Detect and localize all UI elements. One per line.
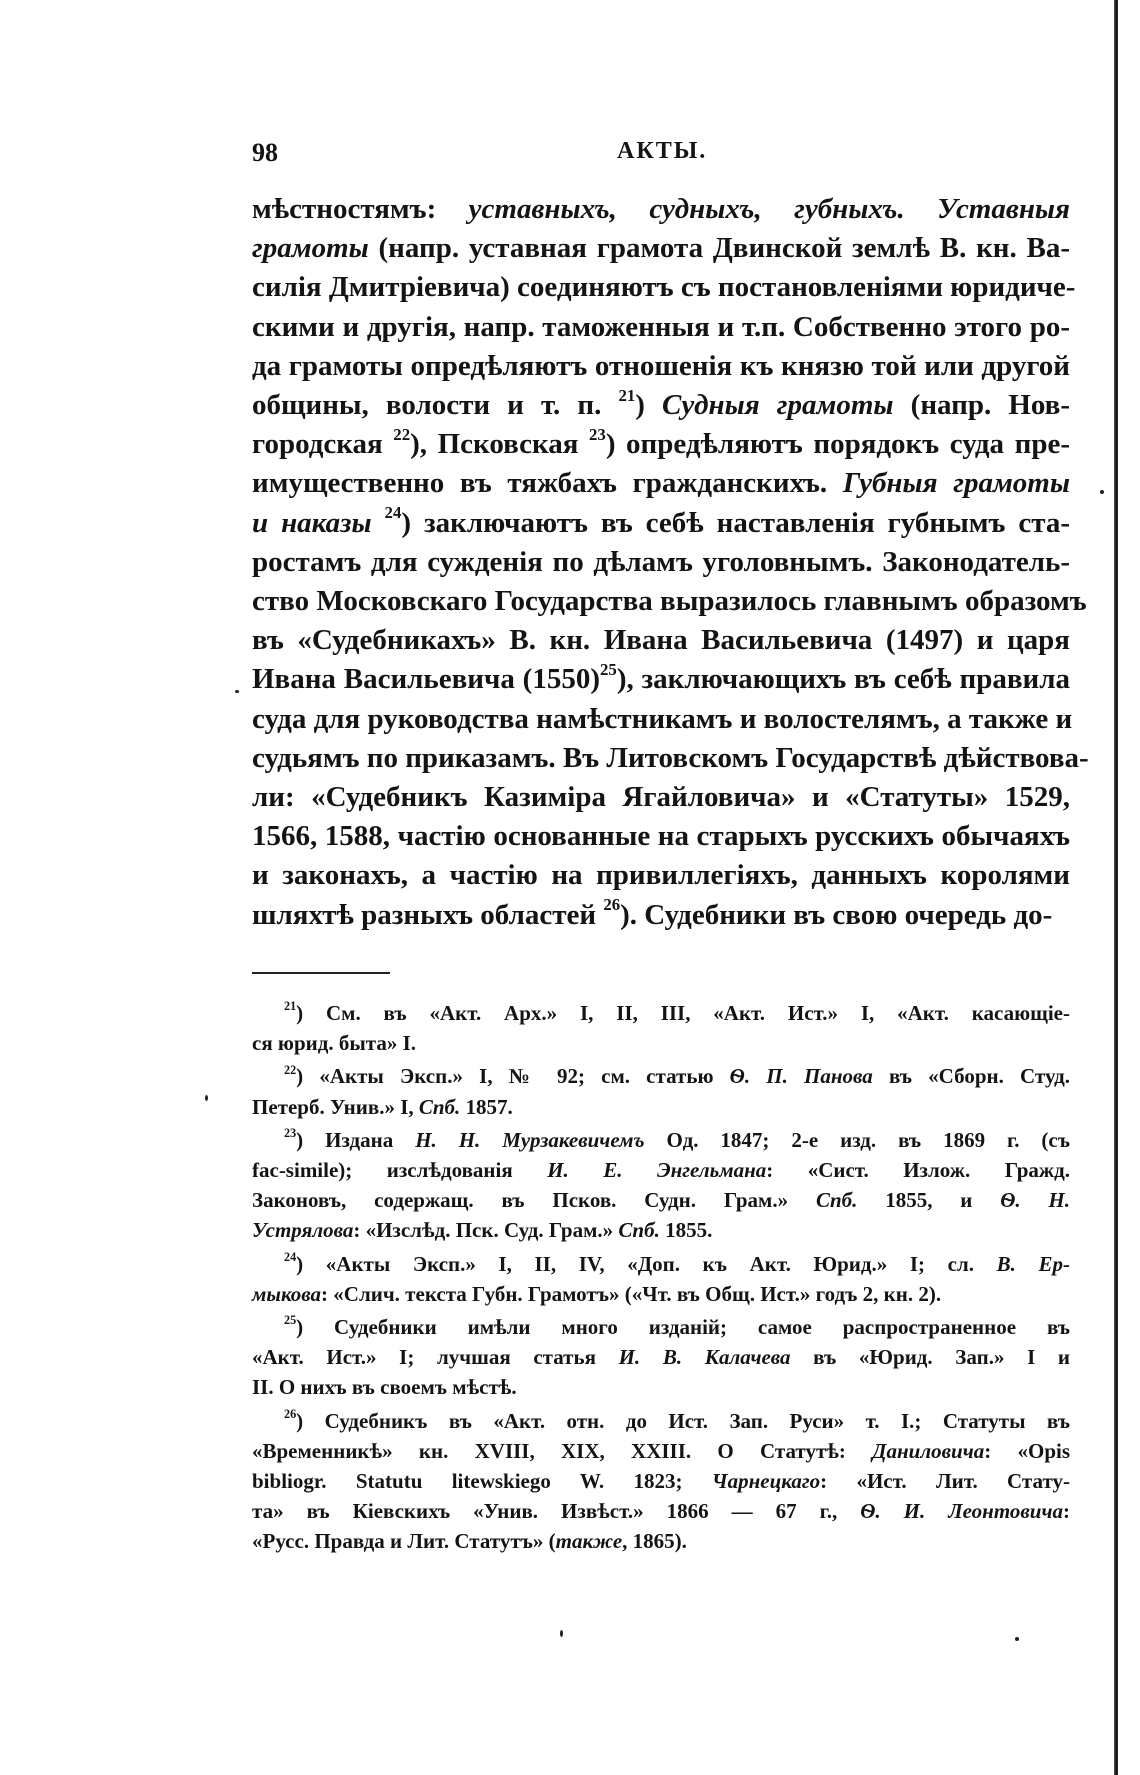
text-run: :: [1062, 1499, 1070, 1524]
text-line: [252, 660, 1070, 699]
footnote-marker: 26: [603, 895, 621, 915]
text-run: II. О нихъ въ своемъ мѣстѣ.: [252, 1375, 517, 1400]
footnote-25: [252, 1312, 1070, 1403]
text-run: Петерб. Унив.» I,: [252, 1094, 419, 1119]
text-line: [252, 621, 1070, 660]
text-run: ), заключающихъ въ себѣ правила: [616, 663, 1070, 696]
footnote-marker: 25: [600, 660, 617, 680]
text-run: : «Слич. текста Губн. Грамотъ» («Чт. въ Общ. Ист.» годъ 2, кн. 2).: [321, 1281, 942, 1306]
text-run: «Русс. Правда и Лит. Статутъ» (: [252, 1529, 556, 1554]
text-run: fac-simile); изслѣдованія: [252, 1158, 548, 1183]
text-run: шляхтѣ разныхъ областей: [252, 898, 604, 931]
italic-text: В. Ер-: [996, 1251, 1070, 1276]
text-run: Ивана Васильевича (1550): [252, 663, 600, 696]
footnote-line: [252, 998, 1070, 1028]
text-line: [252, 739, 1089, 778]
footnote-marker: 26: [284, 1406, 297, 1421]
text-line: [252, 464, 1070, 503]
text-run: въ «Сборн. Студ.: [888, 1064, 1071, 1089]
italic-text: Н. Н. Мурзакевичемъ: [415, 1127, 667, 1152]
text-run: ). Судебники въ свою очередь до-: [620, 898, 1053, 931]
footnote-23: [252, 1125, 1070, 1246]
italic-text: и наказы: [252, 506, 385, 539]
text-run: въ «Юрид. Зап.» I и: [813, 1345, 1071, 1370]
footnote-line: [252, 1185, 1070, 1215]
text-run: 1855, и: [885, 1188, 1001, 1213]
footnote-line: [252, 1092, 1070, 1122]
text-line: [252, 425, 1070, 464]
italic-text: Губныя грамоты: [842, 467, 1070, 500]
italic-text: также: [555, 1529, 623, 1554]
text-run: ) Судебники имѣли много изданій; самое распространенное въ: [296, 1315, 1070, 1340]
text-run: ) «Акты Эксп.» I, II, IV, «Доп. къ Акт. Юрид.» I; сл.: [296, 1251, 997, 1276]
footnote-line: [252, 1312, 1070, 1342]
footnote-21: [252, 998, 1070, 1058]
text-run: : «Изслѣд. Пск. Суд. Грам.»: [353, 1218, 619, 1243]
text-run: : «Сист. Излож. Гражд.: [766, 1158, 1071, 1183]
italic-text: Судныя грамоты: [662, 389, 911, 422]
footnote-marker: 21: [284, 999, 297, 1014]
text-line: [252, 268, 1076, 307]
text-run: въ «Судебникахъ» В. кн. Ивана Васильевича (1497) и царя: [252, 624, 1070, 657]
italic-text: Спб.: [618, 1218, 666, 1243]
text-run: скими и другія, напр. таможенныя и т.п. Собственно этого ро-: [252, 310, 1070, 343]
footnotes: [252, 998, 1070, 1560]
text-run: 1857.: [465, 1094, 513, 1119]
print-speck: [560, 1630, 563, 1637]
text-run: мѣстностямъ:: [252, 193, 469, 225]
text-line: [252, 817, 1070, 856]
text-run: силія Дмитріевича) соединяютъ съ постановленіями юридиче-: [252, 271, 1076, 304]
footnote-marker: 21: [618, 385, 636, 405]
print-speck: [205, 1095, 208, 1101]
text-run: (напр. Нов-: [910, 389, 1070, 422]
italic-text: мыкова: [252, 1281, 322, 1306]
italic-text: Ѳ. Н.: [1000, 1188, 1071, 1213]
italic-text: И. В. Калачева: [618, 1345, 814, 1370]
text-line: [252, 856, 1070, 895]
footnote-marker: 24: [284, 1249, 297, 1264]
text-line: [252, 543, 1070, 582]
text-run: да грамоты опредѣляютъ отношенія къ князю той или другой: [252, 349, 1070, 382]
text-run: общины, волости и т. п.: [252, 389, 619, 422]
text-run: ), Псковская: [410, 428, 589, 461]
text-line: [252, 229, 1070, 268]
page-header: [252, 138, 1072, 178]
footnote-marker: 22: [284, 1062, 297, 1077]
footnote-line: [252, 1028, 1070, 1058]
text-run: : «Ист. Лит. Стату-: [820, 1469, 1070, 1494]
footnote-marker: 23: [589, 425, 606, 445]
text-run: bibliogr. Statutu litewskiego W. 1823;: [252, 1469, 712, 1494]
footnote-26: [252, 1406, 1070, 1557]
footnote-22: [252, 1061, 1070, 1121]
italic-text: Ѳ. П. Панова: [729, 1064, 889, 1089]
print-speck: [235, 690, 239, 693]
text-run: имущественно въ тяжбахъ гражданскихъ.: [252, 467, 843, 500]
text-run: ростамъ для сужденія по дѣламъ уголовнымъ. Законодатель-: [252, 545, 1070, 578]
text-run: , 1865).: [622, 1529, 687, 1554]
text-run: 1566, 1588, частію основанные на старыхъ русскихъ обычаяхъ: [252, 820, 1070, 853]
text-line: [252, 504, 1070, 543]
footnote-separator: [252, 972, 390, 974]
text-run: ли: «Судебникъ Казиміра Ягайловича» и «Статуты» 1529,: [252, 781, 1070, 814]
footnote-marker: 24: [384, 503, 402, 523]
text-run: Од. 1847; 2-е изд. въ 1869 г. (съ: [666, 1127, 1070, 1152]
text-run: ство Московскаго Государства выразилось главнымъ образомъ: [252, 585, 1087, 618]
text-line: [252, 896, 1070, 935]
italic-text: Спб.: [815, 1188, 886, 1213]
text-run: ) опредѣляютъ порядокъ суда пре-: [605, 428, 1070, 461]
italic-text: уставныхъ, судныхъ, губныхъ. Уставныя: [468, 193, 1070, 225]
page-number: 98: [252, 138, 278, 167]
italic-text: Ѳ. И. Леонтовича: [860, 1499, 1063, 1524]
text-run: ): [635, 389, 663, 422]
text-run: (напр. уставная грамота Двинской землѣ В. кн. Ва-: [378, 232, 1070, 265]
text-run: ) заключаютъ въ себѣ наставленія губнымъ ста-: [401, 506, 1071, 539]
running-title: АКТЫ.: [617, 138, 708, 164]
text-run: ) «Акты Эксп.» I, № 92; см. статью: [296, 1064, 730, 1089]
text-run: ) Судебникъ въ «Акт. отн. до Ист. Зап. Руси» т. I.; Статуты въ: [296, 1408, 1070, 1433]
print-speck: [1015, 1637, 1019, 1641]
text-run: ся юрид. быта» I.: [252, 1031, 417, 1056]
page-binding-edge: [1114, 0, 1118, 1775]
text-line: [252, 347, 1070, 386]
text-run: : «Opis: [984, 1438, 1071, 1463]
footnote-line: [252, 1436, 1070, 1466]
text-run: ) См. въ «Акт. Арх.» I, II, III, «Акт. Ист.» I, «Акт. касающіе-: [296, 1001, 1070, 1025]
text-line: [252, 778, 1070, 817]
italic-text: Даниловича: [872, 1438, 985, 1463]
text-run: ) Издана: [296, 1127, 416, 1152]
text-line: [252, 582, 1087, 621]
italic-text: Устрялова: [252, 1218, 354, 1243]
text-run: 1855.: [665, 1218, 713, 1243]
print-speck: [1100, 490, 1104, 494]
footnote-marker: 23: [284, 1126, 297, 1140]
text-run: судьямъ по приказамъ. Въ Литовскомъ Государствѣ дѣйствова-: [252, 741, 1089, 774]
text-line: [252, 386, 1070, 425]
text-line: [252, 190, 1070, 229]
text-run: городская: [252, 428, 394, 461]
text-line: [252, 308, 1070, 347]
footnote-line: [252, 1342, 1070, 1372]
footnote-line: [252, 1125, 1070, 1155]
text-run: и законахъ, а частію на привиллегіяхъ, данныхъ королями: [252, 859, 1070, 892]
text-run: суда для руководства намѣстникамъ и волостелямъ, а также и: [252, 702, 1073, 735]
footnote-line: [252, 1496, 1070, 1526]
text-run: «Временникѣ» кн. XVIII, XIX, XXIII. О Статутѣ:: [252, 1438, 873, 1463]
text-run: «Акт. Ист.» I; лучшая статья: [252, 1345, 619, 1370]
footnote-line: [252, 1406, 1070, 1436]
footnote-marker: 22: [393, 425, 411, 445]
footnote-line: [252, 1061, 1070, 1091]
footnote-line: [252, 1526, 1070, 1556]
main-text: [252, 190, 1089, 935]
italic-text: Чарнецкаго: [711, 1469, 821, 1494]
footnote-marker: 25: [284, 1313, 297, 1328]
footnote-line: [252, 1155, 1070, 1185]
footnote-line: [252, 1249, 1070, 1279]
footnote-line: [252, 1279, 1070, 1309]
text-run: Законовъ, содержащ. въ Псков. Судн. Грам.»: [252, 1188, 816, 1213]
text-line: [252, 700, 1073, 739]
footnote-line: [252, 1466, 1070, 1496]
text-run: та» въ Кіевскихъ «Унив. Извѣст.» 1866 — 67 г.,: [252, 1499, 861, 1524]
italic-text: И. Е. Энгельмана: [547, 1158, 767, 1183]
footnote-line: [252, 1372, 1070, 1402]
italic-text: грамоты: [252, 232, 379, 265]
italic-text: Спб.: [418, 1094, 466, 1119]
footnote-line: [252, 1215, 1070, 1245]
footnote-24: [252, 1249, 1070, 1309]
